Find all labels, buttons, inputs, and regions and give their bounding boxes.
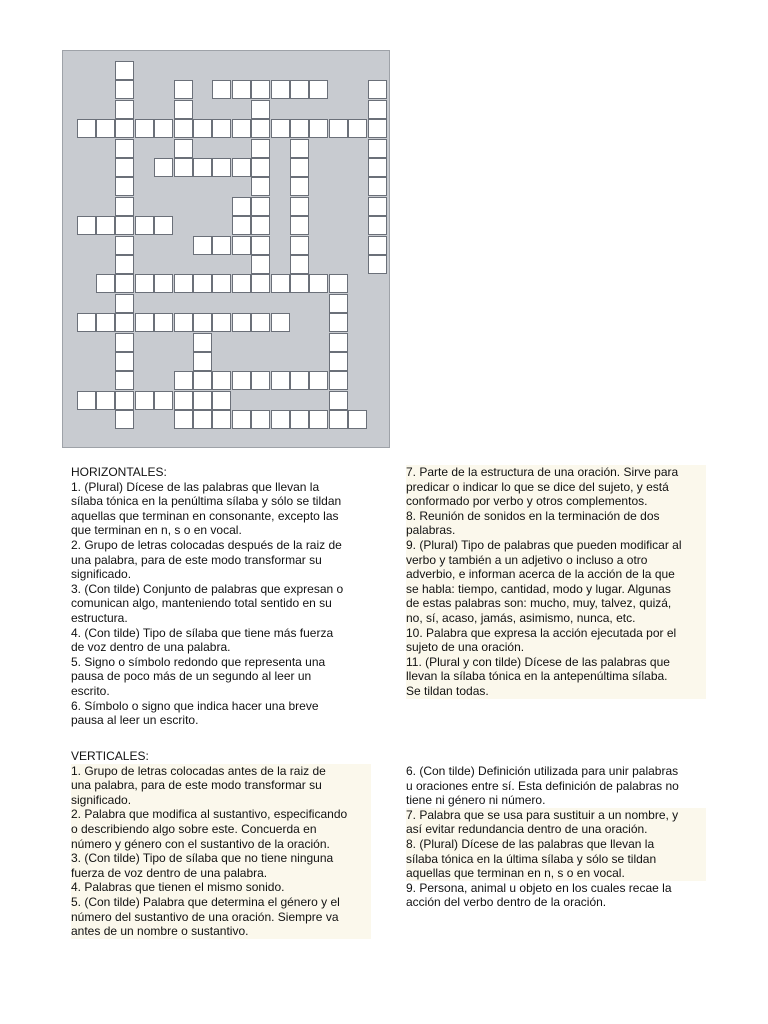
grid-cell[interactable] — [154, 216, 173, 235]
clue-line: una palabra, para de este modo transformar su — [71, 552, 322, 567]
grid-cell[interactable] — [290, 371, 309, 390]
grid-cell[interactable] — [251, 119, 270, 138]
grid-cell[interactable] — [329, 294, 348, 313]
grid-cell[interactable] — [271, 313, 290, 332]
clue-line: 5. (Con tilde) Palabra que determina el género y el — [71, 895, 371, 910]
grid-cell[interactable] — [154, 119, 173, 138]
grid-cell[interactable] — [193, 410, 212, 429]
grid-cell[interactable] — [96, 391, 115, 410]
grid-cell[interactable] — [77, 313, 96, 332]
vertical-clues-left — [71, 749, 371, 939]
clue-line: 6. (Con tilde) Definición utilizada para unir palabras — [406, 764, 679, 778]
grid-cell[interactable] — [212, 274, 231, 293]
grid-cell[interactable] — [154, 313, 173, 332]
grid-cell[interactable] — [329, 391, 348, 410]
grid-cell[interactable] — [368, 100, 387, 119]
grid-cell[interactable] — [174, 274, 193, 293]
grid-cell[interactable] — [329, 313, 348, 332]
clue-line: así evitar redundancia dentro de una oración. — [406, 822, 706, 837]
vertical-clues-right — [406, 764, 706, 910]
clue-line: 4. Palabras que tienen el mismo sonido. — [71, 880, 371, 895]
grid-cell[interactable] — [232, 158, 251, 177]
grid-cell[interactable] — [329, 410, 348, 429]
grid-cell[interactable] — [193, 119, 212, 138]
clue-line: que terminan en n, s o en vocal. — [71, 523, 242, 538]
grid-cell[interactable] — [135, 216, 154, 235]
grid-cell[interactable] — [290, 410, 309, 429]
grid-cell[interactable] — [232, 410, 251, 429]
clue-line: antes de un nombre o sustantivo. — [71, 924, 371, 939]
grid-cell[interactable] — [232, 371, 251, 390]
clue-list — [406, 764, 706, 910]
grid-cell[interactable] — [290, 158, 309, 177]
grid-cell[interactable] — [115, 197, 134, 216]
grid-cell[interactable] — [232, 119, 251, 138]
grid-cell[interactable] — [368, 255, 387, 274]
clue-line: Se tildan todas. — [406, 684, 706, 699]
grid-cell[interactable] — [251, 158, 270, 177]
grid-cell[interactable] — [115, 177, 134, 196]
grid-cell[interactable] — [232, 274, 251, 293]
grid-cell[interactable] — [251, 236, 270, 255]
grid-cell[interactable] — [115, 274, 134, 293]
grid-cell[interactable] — [329, 274, 348, 293]
grid-cell[interactable] — [212, 158, 231, 177]
clue-line: 9. Persona, animal u objeto en los cuales recae la — [406, 880, 672, 895]
crossword-grid — [62, 50, 390, 448]
clue-line: palabras. — [406, 523, 706, 538]
grid-cell[interactable] — [309, 371, 328, 390]
clue-line: se habla: tiempo, cantidad, modo y lugar. Algunas — [406, 582, 706, 597]
clue-line: no, sí, acaso, jamás, asimismo, nunca, etc. — [406, 611, 706, 626]
grid-cell[interactable] — [115, 236, 134, 255]
grid-cell[interactable] — [135, 391, 154, 410]
clue-line: 6. Símbolo o signo que indica hacer una breve — [71, 698, 319, 713]
clue-line: 11. (Plural y con tilde) Dícese de las palabras que — [406, 655, 706, 670]
grid-cell[interactable] — [135, 119, 154, 138]
grid-cell[interactable] — [193, 274, 212, 293]
grid-cell[interactable] — [368, 119, 387, 138]
clue-line: 10. Palabra que expresa la acción ejecutada por el — [406, 626, 706, 641]
grid-cell[interactable] — [115, 119, 134, 138]
grid-cell[interactable] — [271, 119, 290, 138]
grid-cell[interactable] — [115, 100, 134, 119]
grid-cell[interactable] — [115, 255, 134, 274]
grid-cell[interactable] — [154, 391, 173, 410]
grid-cell[interactable] — [368, 236, 387, 255]
clue-line: sílaba tónica en la penúltima sílaba y sólo se tildan — [71, 494, 342, 509]
grid-cell[interactable] — [193, 236, 212, 255]
grid-cell[interactable] — [290, 216, 309, 235]
grid-cell[interactable] — [174, 391, 193, 410]
grid-cell[interactable] — [290, 139, 309, 158]
clue-line: 7. Parte de la estructura de una oración. Sirve para — [406, 465, 706, 480]
grid-cell[interactable] — [174, 371, 193, 390]
grid-cell[interactable] — [154, 158, 173, 177]
grid-cell[interactable] — [193, 391, 212, 410]
clue-line: tiene ni género ni número. — [406, 793, 546, 808]
grid-cell[interactable] — [251, 274, 270, 293]
grid-cell[interactable] — [309, 80, 328, 99]
grid-cell[interactable] — [174, 80, 193, 99]
grid-cell[interactable] — [115, 216, 134, 235]
horizontal-heading: HORIZONTALES: — [71, 465, 167, 479]
clue-line: estructura. — [71, 610, 128, 625]
grid-cell[interactable] — [212, 119, 231, 138]
clue-line: llevan la sílaba tónica en la antepenúltima sílaba. — [406, 669, 706, 684]
grid-cell[interactable] — [251, 255, 270, 274]
grid-cell[interactable] — [232, 80, 251, 99]
grid-cell[interactable] — [115, 410, 134, 429]
clue-line: comunican algo, manteniendo total sentido en su — [71, 596, 332, 611]
vertical-heading: VERTICALES: — [71, 749, 149, 763]
clue-line: una palabra, para de este modo transformar su — [71, 778, 371, 793]
clue-line: sujeto de una oración. — [406, 640, 706, 655]
clue-list — [406, 465, 706, 699]
grid-cell[interactable] — [174, 100, 193, 119]
grid-cell[interactable] — [251, 100, 270, 119]
grid-cell[interactable] — [232, 216, 251, 235]
grid-cell[interactable] — [368, 158, 387, 177]
grid-cell[interactable] — [174, 410, 193, 429]
clue-line: u oraciones entre sí. Esta definición de palabras no — [406, 778, 679, 793]
grid-cell[interactable] — [329, 119, 348, 138]
grid-cell[interactable] — [368, 177, 387, 196]
grid-cell[interactable] — [290, 177, 309, 196]
grid-cell[interactable] — [135, 313, 154, 332]
grid-cell[interactable] — [174, 158, 193, 177]
clue-line: escrito. — [71, 683, 110, 698]
grid-cell[interactable] — [329, 371, 348, 390]
grid-cell[interactable] — [212, 371, 231, 390]
grid-cell[interactable] — [115, 294, 134, 313]
horizontal-clues-right — [406, 465, 706, 699]
clue-line: 7. Palabra que se usa para sustituir a un nombre, y — [406, 808, 706, 823]
grid-cell[interactable] — [251, 80, 270, 99]
grid-cell[interactable] — [251, 313, 270, 332]
grid-cell[interactable] — [251, 177, 270, 196]
grid-cell[interactable] — [212, 80, 231, 99]
grid-cell[interactable] — [290, 119, 309, 138]
clue-line: aquellas que terminan en n, s o en vocal. — [406, 866, 706, 881]
clue-line: conformado por verbo y otros complementos. — [406, 494, 706, 509]
clue-line: número del sustantivo de una oración. Siempre va — [71, 910, 371, 925]
grid-cell[interactable] — [368, 139, 387, 158]
grid-cell[interactable] — [154, 274, 173, 293]
clue-line: significado. — [71, 567, 132, 582]
horizontal-clues-left — [71, 465, 371, 728]
grid-cell[interactable] — [290, 80, 309, 99]
grid-cell[interactable] — [115, 80, 134, 99]
grid-cell[interactable] — [115, 371, 134, 390]
grid-cell[interactable] — [115, 352, 134, 371]
clue-line: 2. Grupo de letras colocadas después de la raiz de — [71, 537, 342, 552]
grid-cell[interactable] — [96, 216, 115, 235]
grid-cell[interactable] — [232, 236, 251, 255]
grid-cell[interactable] — [271, 80, 290, 99]
clue-line: 3. (Con tilde) Conjunto de palabras que expresan o — [71, 581, 344, 596]
clue-line: de estas palabras son: mucho, muy, talvez, quizá, — [406, 596, 706, 611]
grid-cell[interactable] — [368, 80, 387, 99]
grid-cell[interactable] — [290, 236, 309, 255]
clue-line: pausa al leer un escrito. — [71, 713, 199, 728]
grid-cell[interactable] — [368, 216, 387, 235]
grid-cell[interactable] — [77, 119, 96, 138]
grid-cell[interactable] — [309, 410, 328, 429]
grid-cell[interactable] — [232, 197, 251, 216]
clue-line: 4. (Con tilde) Tipo de sílaba que tiene más fuerza — [71, 625, 334, 640]
clue-line: 8. (Plural) Dícese de las palabras que llevan la — [406, 837, 706, 852]
grid-cell[interactable] — [271, 410, 290, 429]
grid-cell[interactable] — [96, 119, 115, 138]
grid-cell[interactable] — [115, 139, 134, 158]
clue-line: 3. (Con tilde) Tipo de sílaba que no tiene ninguna — [71, 851, 371, 866]
grid-cell[interactable] — [368, 197, 387, 216]
grid-cell[interactable] — [115, 391, 134, 410]
clue-line: 5. Signo o símbolo redondo que representa una — [71, 654, 326, 669]
clue-line: 1. (Plural) Dícese de las palabras que llevan la — [71, 479, 320, 494]
clue-line: pausa de poco más de un segundo al leer un — [71, 669, 312, 684]
clue-line: número y género con el sustantivo de la oración. — [71, 837, 371, 852]
grid-cell[interactable] — [212, 391, 231, 410]
grid-cell[interactable] — [115, 313, 134, 332]
grid-cell[interactable] — [348, 119, 367, 138]
grid-cell[interactable] — [193, 333, 212, 352]
clue-line: acción del verbo dentro de la oración. — [406, 895, 607, 910]
grid-cell[interactable] — [96, 313, 115, 332]
clue-line: 8. Reunión de sonidos en la terminación de dos — [406, 509, 706, 524]
clue-line: predicar o indicar lo que se dice del sujeto, y está — [406, 480, 706, 495]
grid-cell[interactable] — [77, 216, 96, 235]
grid-cell[interactable] — [174, 139, 193, 158]
grid-cell[interactable] — [251, 371, 270, 390]
clue-line: verbo y también a un adjetivo o incluso a otro — [406, 553, 706, 568]
grid-cell[interactable] — [115, 61, 134, 80]
grid-cell[interactable] — [193, 352, 212, 371]
clue-line: o describiendo algo sobre este. Concuerda en — [71, 822, 371, 837]
grid-cell[interactable] — [212, 313, 231, 332]
grid-cell[interactable] — [135, 274, 154, 293]
clue-line: significado. — [71, 793, 371, 808]
grid-cell[interactable] — [290, 274, 309, 293]
grid-cell[interactable] — [174, 313, 193, 332]
clue-line: de voz dentro de una palabra. — [71, 640, 231, 655]
clue-line: fuerza de voz dentro de una palabra. — [71, 866, 371, 881]
grid-cell[interactable] — [290, 197, 309, 216]
grid-cell[interactable] — [271, 371, 290, 390]
grid-cell[interactable] — [193, 371, 212, 390]
clue-line: 2. Palabra que modifica al sustantivo, especificando — [71, 807, 371, 822]
grid-cell[interactable] — [232, 313, 251, 332]
grid-cell[interactable] — [329, 333, 348, 352]
clue-list — [71, 764, 371, 939]
grid-cell[interactable] — [115, 333, 134, 352]
grid-cell[interactable] — [290, 255, 309, 274]
grid-cell[interactable] — [309, 119, 328, 138]
grid-cell[interactable] — [193, 158, 212, 177]
grid-cell[interactable] — [96, 274, 115, 293]
clue-line: 9. (Plural) Tipo de palabras que pueden modificar al — [406, 538, 706, 553]
grid-cell[interactable] — [174, 119, 193, 138]
grid-cell[interactable] — [251, 216, 270, 235]
grid-cell[interactable] — [329, 352, 348, 371]
clue-list — [71, 480, 371, 728]
grid-cell[interactable] — [77, 391, 96, 410]
grid-cell[interactable] — [115, 158, 134, 177]
grid-cell[interactable] — [251, 139, 270, 158]
grid-cell[interactable] — [212, 236, 231, 255]
grid-cell[interactable] — [271, 274, 290, 293]
grid-cell[interactable] — [212, 410, 231, 429]
grid-cell[interactable] — [309, 274, 328, 293]
clue-line: 1. Grupo de letras colocadas antes de la raiz de — [71, 764, 371, 779]
grid-cell[interactable] — [251, 197, 270, 216]
grid-cell[interactable] — [251, 410, 270, 429]
grid-cell[interactable] — [348, 410, 367, 429]
clue-line: sílaba tónica en la última sílaba y sólo se tildan — [406, 852, 706, 867]
clue-line: adverbio, e informan acerca de la acción de la que — [406, 567, 706, 582]
grid-cell[interactable] — [193, 313, 212, 332]
clue-line: aquellas que terminan en consonante, excepto las — [71, 508, 339, 523]
